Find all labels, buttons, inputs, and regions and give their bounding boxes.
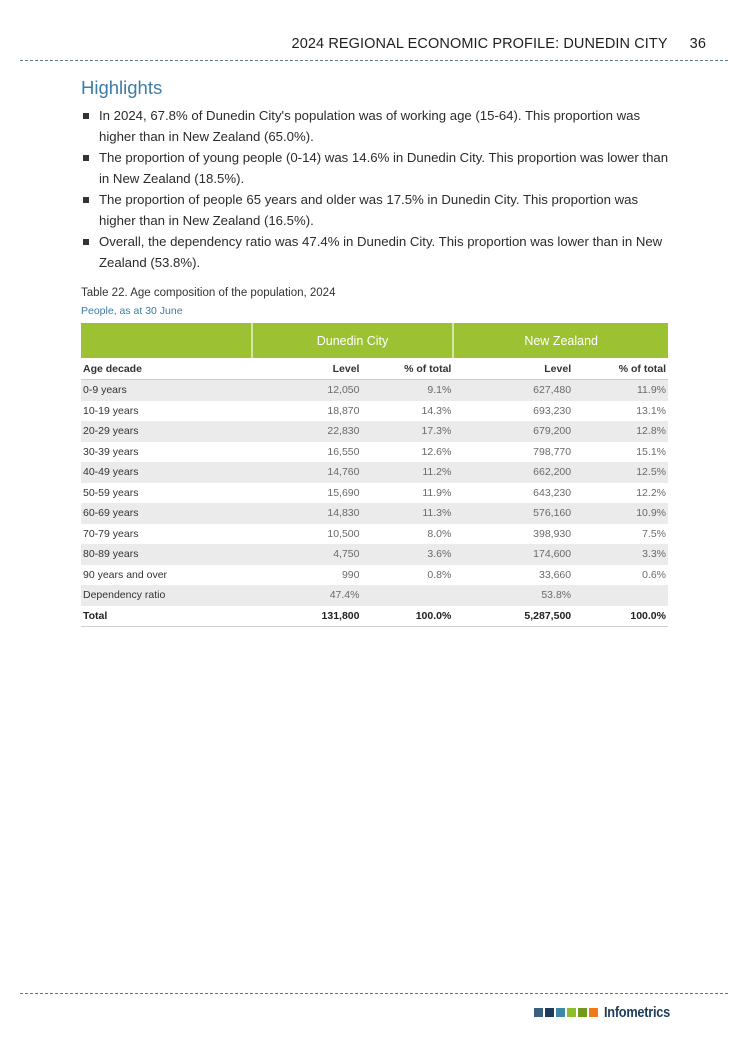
table-row <box>81 565 668 586</box>
table-cell: 3.6% <box>361 544 453 565</box>
table-cell: 10.9% <box>573 503 668 524</box>
table-row <box>81 585 668 606</box>
header-divider <box>20 60 728 61</box>
table-row <box>81 503 668 524</box>
logo-block-icon <box>567 1008 576 1017</box>
highlight-item: Overall, the dependency ratio was 47.4% in Dunedin City. This proportion was lower than in New Zealand (53.8%). <box>81 231 671 273</box>
table-cell: 798,770 <box>533 445 572 458</box>
age-composition-table <box>81 323 668 627</box>
table-cell: 12.8% <box>573 421 668 442</box>
table-cell: 14,760 <box>252 462 362 483</box>
highlights-list <box>81 105 671 273</box>
table-cell: 11.3% <box>361 503 453 524</box>
column-header-row <box>81 358 668 380</box>
table-body <box>81 380 668 627</box>
table-cell <box>361 585 453 606</box>
table-row <box>81 421 668 442</box>
table-cell: 398,930 <box>533 527 572 540</box>
logo-block-icon <box>578 1008 587 1017</box>
table-caption: Table 22. Age composition of the population, 2024 <box>81 287 336 299</box>
logo-block-icon <box>534 1008 543 1017</box>
page-header <box>292 36 706 52</box>
bullet-square-icon <box>83 197 89 203</box>
table-cell <box>573 585 668 606</box>
table-cell: 0.6% <box>642 568 666 581</box>
table-cell: 990 <box>341 568 360 581</box>
table-cell: 12.2% <box>636 486 666 499</box>
total-row <box>81 606 668 627</box>
bullet-square-icon <box>83 155 89 161</box>
logo-block-icon <box>556 1008 565 1017</box>
table-cell: 12.5% <box>573 462 668 483</box>
table-cell: 15,690 <box>327 486 360 499</box>
table-cell: 100.0% <box>573 606 668 627</box>
table-cell: 16,550 <box>327 445 360 458</box>
table-cell: 627,480 <box>453 380 573 401</box>
group-header-nz: New Zealand <box>453 323 668 358</box>
table-row <box>81 544 668 565</box>
table-cell: 12,050 <box>252 380 362 401</box>
row-label: 40-49 years <box>81 462 252 483</box>
table-cell: 22,830 <box>252 421 362 442</box>
logo-block-icon <box>545 1008 554 1017</box>
column-header: Age decade <box>81 358 252 380</box>
table-cell: 5,287,500 <box>453 606 573 627</box>
row-label: 80-89 years <box>81 544 252 565</box>
row-label: 10-19 years <box>83 404 139 417</box>
row-label: 70-79 years <box>83 527 139 540</box>
section-heading: Highlights <box>81 77 163 98</box>
table-row <box>81 524 668 545</box>
bullet-square-icon <box>83 113 89 119</box>
highlight-item: In 2024, 67.8% of Dunedin City's population was of working age (15-64). This proportion was higher than in New Zealand (65.0%). <box>81 105 671 147</box>
row-label: Total <box>81 606 252 627</box>
table-cell: 643,230 <box>533 486 572 499</box>
table-cell: 576,160 <box>453 503 573 524</box>
table-cell: 9.1% <box>361 380 453 401</box>
row-label: 0-9 years <box>81 380 252 401</box>
table-cell: 10,500 <box>327 527 360 540</box>
page-number: 36 <box>689 36 706 52</box>
table-cell: 18,870 <box>327 404 360 417</box>
table-row <box>81 483 668 504</box>
logo-text: Infometrics <box>604 1004 670 1021</box>
column-header: % of total <box>573 358 668 380</box>
column-header: Level <box>252 358 362 380</box>
row-label: 50-59 years <box>83 486 139 499</box>
table-cell: 11.9% <box>422 486 452 499</box>
row-label: 90 years and over <box>83 568 168 581</box>
highlight-item: The proportion of people 65 years and older was 17.5% in Dunedin City. This proportion was higher than in New Zealand (16.5%). <box>81 189 671 231</box>
table-cell: 14,830 <box>252 503 362 524</box>
table-row <box>81 380 668 401</box>
column-header: Level <box>453 358 573 380</box>
row-label: 60-69 years <box>81 503 252 524</box>
table-cell: 7.5% <box>642 527 666 540</box>
table-cell: 11.9% <box>573 380 668 401</box>
document-title: 2024 REGIONAL ECONOMIC PROFILE: DUNEDIN CITY <box>291 36 668 52</box>
table-cell: 662,200 <box>453 462 573 483</box>
logo-block-icon <box>589 1008 598 1017</box>
group-header-empty <box>81 323 252 358</box>
table-cell: 174,600 <box>453 544 573 565</box>
infometrics-logo <box>534 1004 682 1021</box>
table-cell: 693,230 <box>533 404 572 417</box>
table-cell: 4,750 <box>252 544 362 565</box>
row-label: 30-39 years <box>83 445 139 458</box>
group-header-row <box>81 323 668 358</box>
table-row <box>81 462 668 483</box>
row-label: 20-29 years <box>81 421 252 442</box>
table-cell: 14.3% <box>421 404 452 417</box>
table-subcaption: People, as at 30 June <box>81 305 183 317</box>
column-header: % of total <box>361 358 453 380</box>
table-row <box>81 442 668 463</box>
table-cell: 17.3% <box>361 421 453 442</box>
table-cell: 100.0% <box>361 606 453 627</box>
table-cell: 679,200 <box>453 421 573 442</box>
table-cell: 12.6% <box>421 445 452 458</box>
group-header-dunedin: Dunedin City <box>252 323 454 358</box>
table-cell: 11.2% <box>361 462 453 483</box>
table-cell: 0.8% <box>427 568 452 581</box>
table-cell: 47.4% <box>252 585 362 606</box>
table-cell: 8.0% <box>427 527 452 540</box>
row-label: Dependency ratio <box>81 585 252 606</box>
highlight-item: The proportion of young people (0-14) was 14.6% in Dunedin City. This proportion was lower than in New Zealand (18.5%). <box>81 147 671 189</box>
table-cell: 13.1% <box>636 404 666 417</box>
table-cell: 3.3% <box>573 544 668 565</box>
table-cell: 15.1% <box>636 445 666 458</box>
table-cell: 53.8% <box>453 585 573 606</box>
table-cell: 33,660 <box>539 568 572 581</box>
table-row <box>81 401 668 422</box>
footer-divider <box>20 993 728 994</box>
bullet-square-icon <box>83 239 89 245</box>
table-cell: 131,800 <box>252 606 362 627</box>
